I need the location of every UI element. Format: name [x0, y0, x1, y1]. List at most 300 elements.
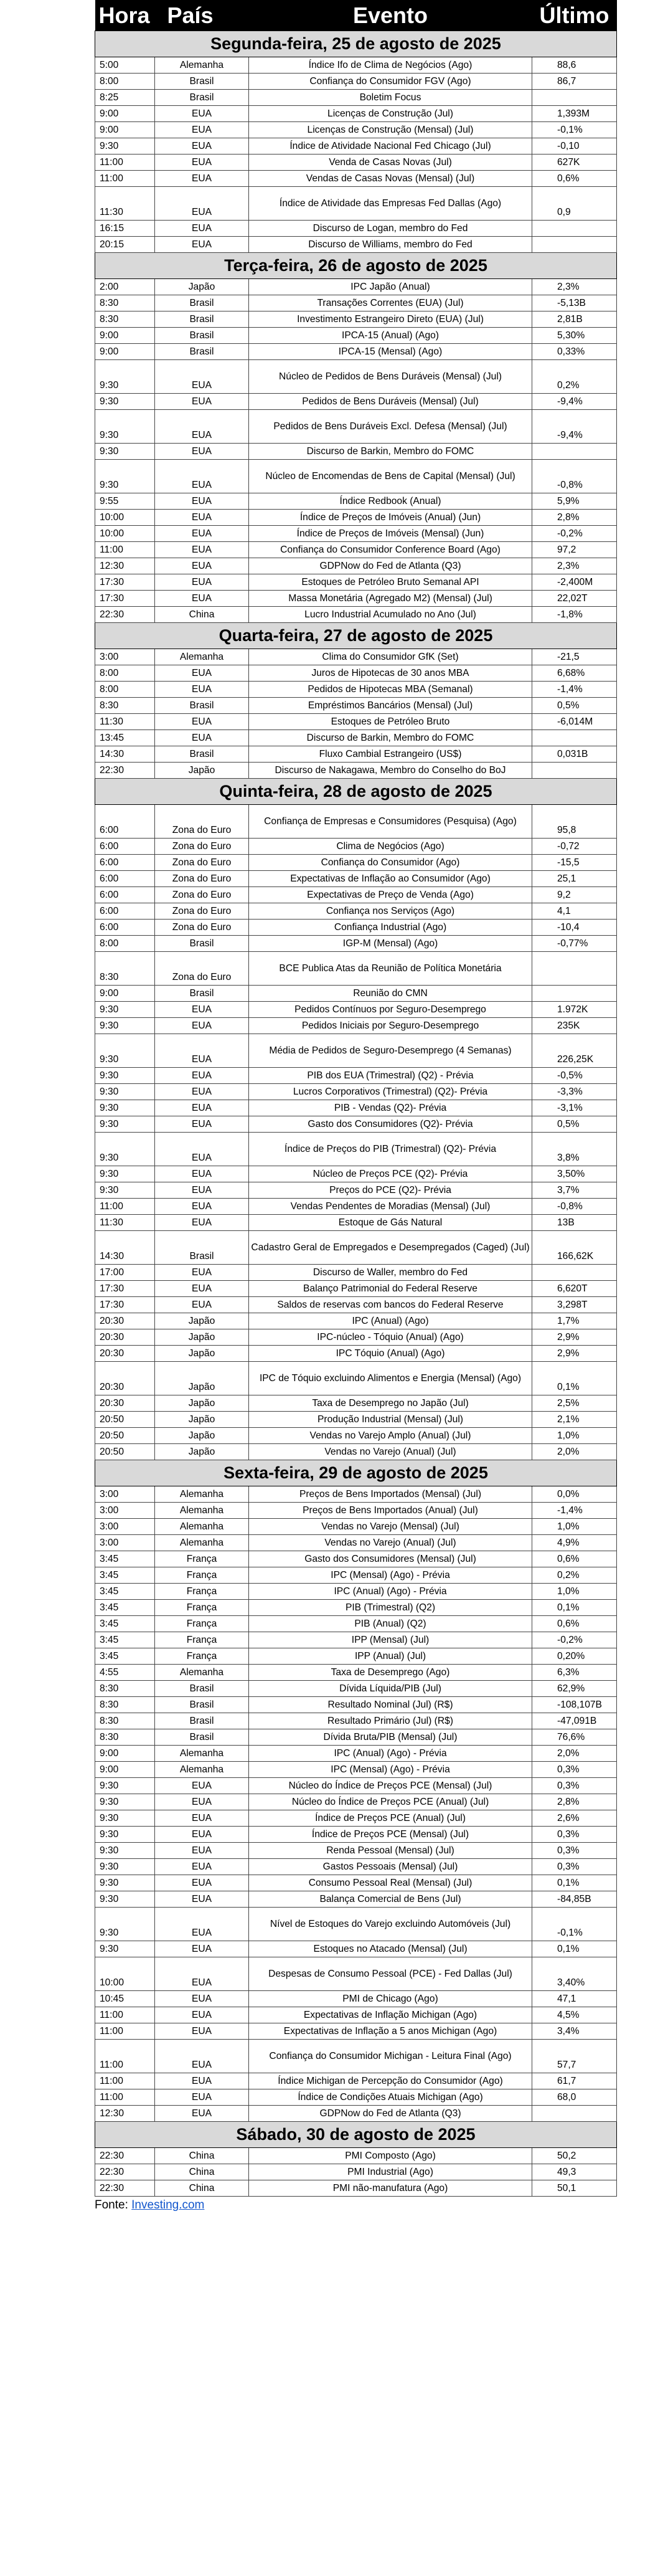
event-name: IPC (Anual) (Ago) - Prévia	[249, 1746, 532, 1762]
event-country: EUA	[155, 1810, 249, 1827]
event-row	[95, 1600, 617, 1616]
event-row	[95, 74, 617, 90]
event-last-value: 2,1%	[532, 1412, 617, 1428]
event-row	[95, 920, 617, 936]
event-row	[95, 1329, 617, 1346]
event-last-value	[532, 986, 617, 1002]
event-row	[95, 936, 617, 952]
event-country: Brasil	[155, 295, 249, 311]
event-last-value: 0,33%	[532, 344, 617, 360]
event-time: 8:30	[95, 1713, 155, 1729]
event-row	[95, 1503, 617, 1519]
event-country: Brasil	[155, 1681, 249, 1697]
event-row	[95, 1551, 617, 1567]
event-time: 12:30	[95, 2106, 155, 2122]
event-name: IPCA-15 (Anual) (Ago)	[249, 328, 532, 344]
event-last-value: 0,1%	[532, 1875, 617, 1891]
event-last-value	[532, 1265, 617, 1281]
event-country: Brasil	[155, 698, 249, 714]
event-name: Licenças de Construção (Jul)	[249, 106, 532, 122]
event-row	[95, 344, 617, 360]
event-name: Vendas no Varejo (Anual) (Jul)	[249, 1444, 532, 1460]
event-row	[95, 394, 617, 410]
event-name: Núcleo do Índice de Preços PCE (Anual) (Jul)	[249, 1794, 532, 1810]
event-time: 9:30	[95, 1859, 155, 1875]
event-last-value: 2,9%	[532, 1346, 617, 1362]
event-time: 9:30	[95, 1133, 155, 1166]
day-header-row	[95, 779, 617, 805]
day-header-row	[95, 1460, 617, 1486]
event-row	[95, 171, 617, 187]
event-country: França	[155, 1616, 249, 1632]
event-name: Fluxo Cambial Estrangeiro (US$)	[249, 746, 532, 763]
event-country: EUA	[155, 1133, 249, 1166]
event-name: Índice de Preços do PIB (Trimestral) (Q2)- Prévia	[249, 1133, 532, 1166]
calendar-table	[95, 0, 617, 2197]
event-name: Balança Comercial de Bens (Jul)	[249, 1891, 532, 1908]
event-row	[95, 1182, 617, 1199]
event-country: Japão	[155, 1362, 249, 1395]
event-last-value: 50,2	[532, 2148, 617, 2164]
event-last-value: -0,77%	[532, 936, 617, 952]
event-country: Brasil	[155, 936, 249, 952]
event-name: Gasto dos Consumidores (Q2)- Prévia	[249, 1116, 532, 1133]
event-name: Estoque de Gás Natural	[249, 1215, 532, 1231]
source-link[interactable]: Investing.com	[131, 2198, 205, 2212]
event-country: EUA	[155, 682, 249, 698]
event-time: 6:00	[95, 920, 155, 936]
event-country: Japão	[155, 763, 249, 779]
event-country: EUA	[155, 1116, 249, 1133]
event-name: Índice de Condições Atuais Michigan (Ago)	[249, 2089, 532, 2106]
event-name: Confiança do Consumidor Conference Board (Ago)	[249, 542, 532, 558]
event-country: França	[155, 1584, 249, 1600]
event-name: Vendas de Casas Novas (Mensal) (Jul)	[249, 171, 532, 187]
event-country: Brasil	[155, 344, 249, 360]
event-time: 8:30	[95, 952, 155, 986]
event-last-value: 2,0%	[532, 1746, 617, 1762]
event-time: 3:45	[95, 1616, 155, 1632]
event-country: EUA	[155, 1794, 249, 1810]
event-country: EUA	[155, 730, 249, 746]
event-last-value: 1,0%	[532, 1584, 617, 1600]
event-time: 11:00	[95, 1199, 155, 1215]
event-row	[95, 1632, 617, 1648]
event-row	[95, 1133, 617, 1166]
event-name: Núcleo de Preços PCE (Q2)- Prévia	[249, 1166, 532, 1182]
event-time: 20:50	[95, 1412, 155, 1428]
day-header-row	[95, 31, 617, 57]
event-last-value: 86,7	[532, 74, 617, 90]
day-header-row	[95, 623, 617, 649]
event-country: EUA	[155, 221, 249, 237]
event-time: 17:30	[95, 1297, 155, 1313]
event-name: Índice de Preços de Imóveis (Anual) (Jun)	[249, 510, 532, 526]
event-last-value: 0,5%	[532, 1116, 617, 1133]
event-name: IGP-M (Mensal) (Ago)	[249, 936, 532, 952]
event-country: Brasil	[155, 1231, 249, 1265]
event-last-value: 6,620T	[532, 1281, 617, 1297]
event-country: EUA	[155, 2023, 249, 2040]
event-name: Transações Correntes (EUA) (Jul)	[249, 295, 532, 311]
event-row	[95, 607, 617, 623]
event-name: Boletim Focus	[249, 90, 532, 106]
event-row	[95, 730, 617, 746]
event-last-value: 1,393M	[532, 106, 617, 122]
header-ultimo: Último	[532, 0, 617, 31]
event-last-value: 95,8	[532, 805, 617, 839]
event-time: 9:30	[95, 1018, 155, 1034]
event-name: Gasto dos Consumidores (Mensal) (Jul)	[249, 1551, 532, 1567]
event-last-value: 0,031B	[532, 746, 617, 763]
event-time: 3:45	[95, 1648, 155, 1665]
header-pais: País	[155, 0, 249, 31]
event-row	[95, 2089, 617, 2106]
event-name: Balanço Patrimonial do Federal Reserve	[249, 1281, 532, 1297]
event-last-value: 2,8%	[532, 1794, 617, 1810]
event-country: EUA	[155, 1891, 249, 1908]
event-time: 11:00	[95, 2007, 155, 2023]
event-last-value: 226,25K	[532, 1034, 617, 1068]
event-country: EUA	[155, 1199, 249, 1215]
event-country: França	[155, 1551, 249, 1567]
event-country: EUA	[155, 526, 249, 542]
event-time: 9:30	[95, 1002, 155, 1018]
event-last-value	[532, 763, 617, 779]
event-last-value: 3,40%	[532, 1957, 617, 1991]
event-country: Brasil	[155, 986, 249, 1002]
event-name: Nível de Estoques do Varejo excluindo Automóveis (Jul)	[249, 1908, 532, 1941]
event-time: 20:50	[95, 1428, 155, 1444]
event-last-value: -108,107B	[532, 1697, 617, 1713]
event-country: EUA	[155, 1827, 249, 1843]
event-last-value: -0,5%	[532, 1068, 617, 1084]
event-name: IPC de Tóquio excluindo Alimentos e Energia (Mensal) (Ago)	[249, 1362, 532, 1395]
event-last-value: 0,6%	[532, 171, 617, 187]
event-name: IPCA-15 (Mensal) (Ago)	[249, 344, 532, 360]
event-row	[95, 1746, 617, 1762]
event-name: Confiança do Consumidor FGV (Ago)	[249, 74, 532, 90]
event-last-value: 3,7%	[532, 1182, 617, 1199]
event-row	[95, 855, 617, 871]
event-row	[95, 1362, 617, 1395]
event-country: EUA	[155, 394, 249, 410]
event-country: EUA	[155, 493, 249, 510]
event-row	[95, 574, 617, 591]
event-country: Alemanha	[155, 57, 249, 74]
event-time: 8:00	[95, 936, 155, 952]
event-time: 8:00	[95, 682, 155, 698]
event-row	[95, 295, 617, 311]
event-row	[95, 1486, 617, 1503]
event-last-value: -0,2%	[532, 1632, 617, 1648]
event-country: EUA	[155, 591, 249, 607]
event-last-value: 0,0%	[532, 1486, 617, 1503]
event-row	[95, 805, 617, 839]
event-row	[95, 1891, 617, 1908]
event-last-value: 0,3%	[532, 1778, 617, 1794]
day-header-row	[95, 2122, 617, 2148]
event-last-value	[532, 952, 617, 986]
event-row	[95, 1681, 617, 1697]
day-title: Terça-feira, 26 de agosto de 2025	[95, 253, 617, 279]
event-row	[95, 558, 617, 574]
event-row	[95, 1281, 617, 1297]
event-last-value: -10,4	[532, 920, 617, 936]
event-row	[95, 2148, 617, 2164]
event-time: 9:30	[95, 410, 155, 444]
event-time: 4:55	[95, 1665, 155, 1681]
event-last-value: 4,5%	[532, 2007, 617, 2023]
event-country: Brasil	[155, 1729, 249, 1746]
event-time: 9:00	[95, 106, 155, 122]
event-name: Índice de Atividade Nacional Fed Chicago (Jul)	[249, 138, 532, 154]
event-row	[95, 444, 617, 460]
event-name: Pedidos Contínuos por Seguro-Desemprego	[249, 1002, 532, 1018]
event-row	[95, 903, 617, 920]
header-evento: Evento	[249, 0, 532, 31]
event-row	[95, 887, 617, 903]
event-name: Confiança nos Serviços (Ago)	[249, 903, 532, 920]
event-row	[95, 1231, 617, 1265]
event-time: 6:00	[95, 871, 155, 887]
event-name: Expectativas de Preço de Venda (Ago)	[249, 887, 532, 903]
event-name: Resultado Primário (Jul) (R$)	[249, 1713, 532, 1729]
event-last-value: 166,62K	[532, 1231, 617, 1265]
event-time: 12:30	[95, 558, 155, 574]
event-last-value: 22,02T	[532, 591, 617, 607]
event-country: EUA	[155, 1957, 249, 1991]
event-name: Expectativas de Inflação ao Consumidor (Ago)	[249, 871, 532, 887]
event-time: 10:45	[95, 1991, 155, 2007]
event-last-value: 0,3%	[532, 1843, 617, 1859]
event-row	[95, 1665, 617, 1681]
event-country: Japão	[155, 1346, 249, 1362]
event-last-value: 0,6%	[532, 1551, 617, 1567]
event-row	[95, 1297, 617, 1313]
event-name: Taxa de Desemprego (Ago)	[249, 1665, 532, 1681]
calendar-body	[95, 31, 617, 2197]
event-country: Japão	[155, 1395, 249, 1412]
event-country: EUA	[155, 187, 249, 221]
event-country: França	[155, 1648, 249, 1665]
event-time: 9:30	[95, 1908, 155, 1941]
event-last-value: 1,0%	[532, 1428, 617, 1444]
event-name: Renda Pessoal (Mensal) (Jul)	[249, 1843, 532, 1859]
event-time: 9:30	[95, 1827, 155, 1843]
event-name: PMI Composto (Ago)	[249, 2148, 532, 2164]
event-row	[95, 1616, 617, 1632]
event-row	[95, 1908, 617, 1941]
event-last-value: -5,13B	[532, 295, 617, 311]
event-name: Cadastro Geral de Empregados e Desempregados (Caged) (Jul)	[249, 1231, 532, 1265]
event-time: 3:00	[95, 1503, 155, 1519]
event-name: IPC (Anual) (Ago) - Prévia	[249, 1584, 532, 1600]
event-country: Zona do Euro	[155, 839, 249, 855]
event-country: EUA	[155, 1166, 249, 1182]
event-country: China	[155, 2164, 249, 2180]
event-last-value: 9,2	[532, 887, 617, 903]
event-time: 9:30	[95, 1794, 155, 1810]
event-last-value: -0,2%	[532, 526, 617, 542]
event-country: EUA	[155, 558, 249, 574]
event-row	[95, 311, 617, 328]
event-last-value: -21,5	[532, 649, 617, 665]
event-time: 9:30	[95, 394, 155, 410]
event-time: 22:30	[95, 2148, 155, 2164]
event-country: Alemanha	[155, 1519, 249, 1535]
event-name: Confiança do Consumidor (Ago)	[249, 855, 532, 871]
event-time: 3:00	[95, 649, 155, 665]
event-row	[95, 1166, 617, 1182]
event-row	[95, 682, 617, 698]
event-last-value: -6,014M	[532, 714, 617, 730]
event-time: 11:00	[95, 2023, 155, 2040]
event-time: 9:30	[95, 1875, 155, 1891]
event-row	[95, 90, 617, 106]
event-last-value: 1.972K	[532, 1002, 617, 1018]
event-row	[95, 1215, 617, 1231]
event-country: EUA	[155, 1843, 249, 1859]
event-name: Resultado Nominal (Jul) (R$)	[249, 1697, 532, 1713]
event-row	[95, 1843, 617, 1859]
event-country: EUA	[155, 154, 249, 171]
event-country: Zona do Euro	[155, 805, 249, 839]
event-name: Estoques de Petróleo Bruto	[249, 714, 532, 730]
event-row	[95, 237, 617, 253]
event-last-value: 0,5%	[532, 698, 617, 714]
event-row	[95, 360, 617, 394]
event-name: Vendas Pendentes de Moradias (Mensal) (Jul)	[249, 1199, 532, 1215]
event-time: 6:00	[95, 855, 155, 871]
event-name: Vendas no Varejo (Anual) (Jul)	[249, 1535, 532, 1551]
event-last-value: 68,0	[532, 2089, 617, 2106]
event-last-value: 0,2%	[532, 360, 617, 394]
event-name: Discurso de Nakagawa, Membro do Conselho do BoJ	[249, 763, 532, 779]
event-last-value: 6,3%	[532, 1665, 617, 1681]
event-time: 20:15	[95, 237, 155, 253]
event-row	[95, 1313, 617, 1329]
event-time: 11:00	[95, 2089, 155, 2106]
event-row	[95, 1875, 617, 1891]
event-row	[95, 1810, 617, 1827]
event-row	[95, 542, 617, 558]
event-country: Alemanha	[155, 1746, 249, 1762]
event-row	[95, 328, 617, 344]
event-name: GDPNow do Fed de Atlanta (Q3)	[249, 558, 532, 574]
event-last-value: 5,30%	[532, 328, 617, 344]
event-name: Pedidos de Bens Duráveis (Mensal) (Jul)	[249, 394, 532, 410]
event-time: 9:30	[95, 1116, 155, 1133]
event-time: 9:30	[95, 1034, 155, 1068]
event-time: 9:00	[95, 122, 155, 138]
event-name: Núcleo do Índice de Preços PCE (Mensal) (Jul)	[249, 1778, 532, 1794]
event-name: Confiança de Empresas e Consumidores (Pesquisa) (Ago)	[249, 805, 532, 839]
day-header-row	[95, 253, 617, 279]
event-last-value: 97,2	[532, 542, 617, 558]
event-name: Índice de Preços PCE (Mensal) (Jul)	[249, 1827, 532, 1843]
event-name: Lucro Industrial Acumulado no Ano (Jul)	[249, 607, 532, 623]
event-name: Vendas no Varejo (Mensal) (Jul)	[249, 1519, 532, 1535]
day-title: Quarta-feira, 27 de agosto de 2025	[95, 623, 617, 649]
event-name: IPC (Mensal) (Ago) - Prévia	[249, 1567, 532, 1584]
event-name: Produção Industrial (Mensal) (Jul)	[249, 1412, 532, 1428]
economic-calendar	[95, 0, 616, 2197]
event-time: 22:30	[95, 2164, 155, 2180]
event-country: EUA	[155, 1265, 249, 1281]
event-last-value: 4,9%	[532, 1535, 617, 1551]
event-time: 8:30	[95, 698, 155, 714]
event-country: França	[155, 1600, 249, 1616]
event-country: EUA	[155, 1778, 249, 1794]
event-time: 20:50	[95, 1444, 155, 1460]
event-last-value: -84,85B	[532, 1891, 617, 1908]
event-name: Discurso de Logan, membro do Fed	[249, 221, 532, 237]
source-note	[95, 2198, 204, 2212]
event-last-value	[532, 2106, 617, 2122]
event-time: 14:30	[95, 746, 155, 763]
event-country: EUA	[155, 1875, 249, 1891]
event-time: 9:30	[95, 1843, 155, 1859]
event-country: China	[155, 2180, 249, 2197]
event-last-value: -1,4%	[532, 682, 617, 698]
event-row	[95, 1648, 617, 1665]
event-name: Gastos Pessoais (Mensal) (Jul)	[249, 1859, 532, 1875]
event-name: BCE Publica Atas da Reunião de Política Monetária	[249, 952, 532, 986]
event-country: Alemanha	[155, 649, 249, 665]
event-country: EUA	[155, 1100, 249, 1116]
event-last-value: 2,8%	[532, 510, 617, 526]
event-last-value	[532, 237, 617, 253]
event-last-value: 1,0%	[532, 1519, 617, 1535]
event-name: PMI Industrial (Ago)	[249, 2164, 532, 2180]
event-time: 9:30	[95, 1166, 155, 1182]
event-time: 3:45	[95, 1600, 155, 1616]
event-last-value: 61,7	[532, 2073, 617, 2089]
event-country: França	[155, 1632, 249, 1648]
event-country: EUA	[155, 714, 249, 730]
event-name: Despesas de Consumo Pessoal (PCE) - Fed Dallas (Jul)	[249, 1957, 532, 1991]
event-name: Massa Monetária (Agregado M2) (Mensal) (Jul)	[249, 591, 532, 607]
event-time: 9:30	[95, 1778, 155, 1794]
event-time: 14:30	[95, 1231, 155, 1265]
event-time: 20:30	[95, 1346, 155, 1362]
event-country: EUA	[155, 1182, 249, 1199]
event-time: 16:15	[95, 221, 155, 237]
event-country: EUA	[155, 106, 249, 122]
event-name: Clima do Consumidor GfK (Set)	[249, 649, 532, 665]
event-name: PMI de Chicago (Ago)	[249, 1991, 532, 2007]
event-name: Pedidos de Bens Duráveis Excl. Defesa (Mensal) (Jul)	[249, 410, 532, 444]
event-last-value: 235K	[532, 1018, 617, 1034]
event-time: 9:30	[95, 444, 155, 460]
event-time: 9:00	[95, 344, 155, 360]
event-row	[95, 1584, 617, 1600]
event-name: Estoques de Petróleo Bruto Semanal API	[249, 574, 532, 591]
event-time: 8:00	[95, 74, 155, 90]
event-last-value: -2,400M	[532, 574, 617, 591]
event-country: EUA	[155, 1941, 249, 1957]
day-title: Sexta-feira, 29 de agosto de 2025	[95, 1460, 617, 1486]
event-last-value: -0,8%	[532, 460, 617, 493]
event-row	[95, 1941, 617, 1957]
event-last-value: -3,1%	[532, 1100, 617, 1116]
event-time: 2:00	[95, 279, 155, 295]
event-row	[95, 1084, 617, 1100]
event-last-value: 0,9	[532, 187, 617, 221]
event-row	[95, 1002, 617, 1018]
event-country: Alemanha	[155, 1535, 249, 1551]
